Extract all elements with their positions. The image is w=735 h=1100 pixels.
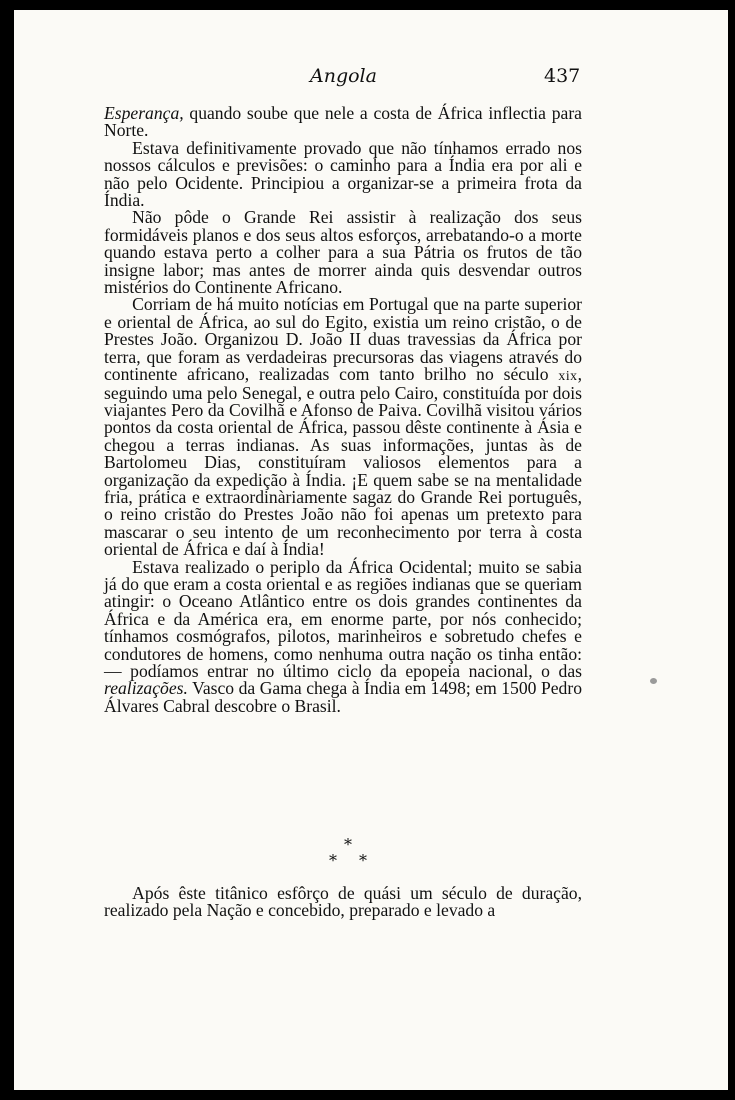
italic-word: realizações. xyxy=(104,678,188,699)
book-page xyxy=(14,10,728,1090)
paragraph-text: Estava realizado o periplo da África Ocidental; muito se sabia já do que eram a costa oriental e as regiões indianas que se queriam atingir: o Oceano Atlântico entre os dois grandes continentes da África e da América era, em enorme parte, por nós conhecido; tínhamos cosmógrafos, pilotos, marinheiros e sobretudo chefes e condutores de homens, como nenhuma outra nação os tinha então: — podíamos entrar no último ciclo da epopeia nacional, o das xyxy=(104,556,582,681)
paper-speck xyxy=(650,678,657,684)
asterisk-right: * xyxy=(359,851,367,870)
paragraph-text: , seguindo uma pelo Senegal, e outra pelo Cairo, constituída por dois viajantes Pero da Covilhã e Afonso de Paiva. Covilhã visitou vários pontos da costa oriental de África, passou dêste continente à Ásia e chegou a terras indianas. As suas informações, juntas às de Bartolomeu Dias, constituíram valiosos elementos para a organização da expedição à Índia. ¡E quem sabe se na mentalidade fria, prática e extraordinàriamente sagaz do Grande Rei português, o reino cristão do Prestes João não foi apenas um pretexto para mascarar o seu intento de um reconhecimento por terra à costa oriental de África e daí à Índia! xyxy=(104,364,582,560)
body-text-after-break xyxy=(104,885,582,920)
section-break-asterism xyxy=(329,835,374,875)
asterisk-top: * xyxy=(344,835,352,854)
body-text xyxy=(104,105,582,715)
paragraph: Não pôde o Grande Rei assistir à realização dos seus formidáveis planos e dos seus altos esforços, arrebatando-o a morte quando estava perto a colher para a sua Pátria os frutos de tão insigne labor; mas antes de morrer ainda quis desvendar outros mistérios do Continente Africano. xyxy=(104,207,582,298)
paragraph xyxy=(104,296,582,558)
roman-numeral: xix xyxy=(558,368,578,384)
paragraph-text: Corriam de há muito notícias em Portugal que na parte superior e oriental de África, ao sul do Egito, existia um reino cristão, o de Prestes João. Organizou D. João II duas travessias da África por terra, que foram as verdadeiras precursoras das viagens através do continente africano, realizadas com tanto brilho no século xyxy=(104,294,582,385)
paragraph: Estava definitivamente provado que não tínhamos errado nos nossos cálculos e previsões: o caminho para a Índia era por ali e não pelo Ocidente. Principiou a organizar-se a primeira frota da Índia. xyxy=(104,137,582,211)
paragraph: Após êste titânico esfôrço de quási um século de duração, realizado pela Nação e concebido, preparado e levado a xyxy=(104,883,582,921)
page-number: 437 xyxy=(544,65,581,87)
paragraph-continuation xyxy=(104,105,582,140)
italic-word: Esperança, xyxy=(104,103,184,123)
running-title: Angola xyxy=(310,65,377,87)
paragraph xyxy=(104,556,582,716)
paragraph-text: quando soube que nele a costa de África inflectia para Norte. xyxy=(104,103,582,141)
paragraph-text: Vasco da Gama chega à Índia em 1498; em 1500 Pedro Álvares Cabral descobre o Brasil. xyxy=(104,678,582,716)
asterisk-left: * xyxy=(329,851,337,870)
page-header xyxy=(14,65,728,95)
